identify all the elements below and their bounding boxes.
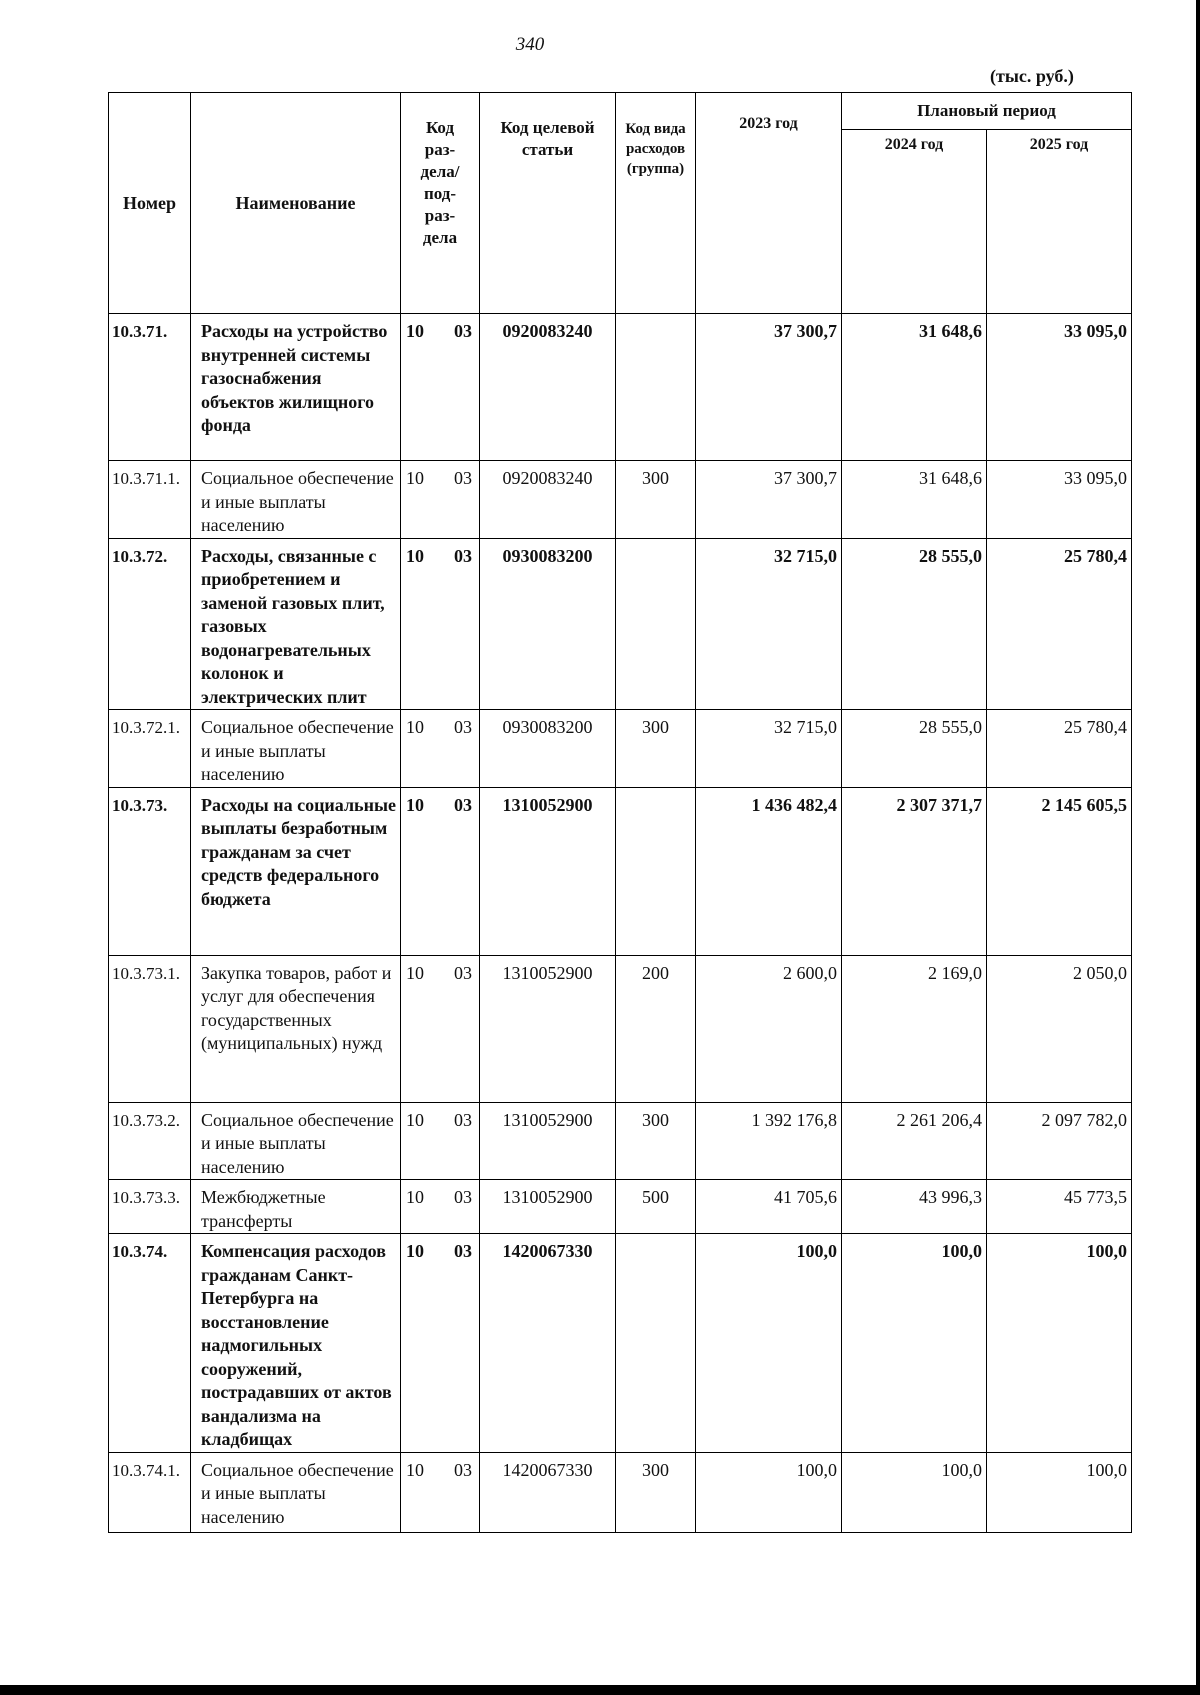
row-target-code: 1310052900 [480, 1180, 616, 1234]
row-expense-group: 300 [616, 1452, 696, 1532]
row-subsection-code: 03 [454, 545, 472, 566]
row-amount-2024: 2 307 371,7 [842, 787, 987, 955]
row-section-code: 10 [406, 545, 424, 566]
table-row [109, 1234, 1132, 1453]
row-subsection-code: 03 [454, 1459, 472, 1480]
row-amount-2024: 2 169,0 [842, 955, 987, 1102]
scan-edge-right [1196, 0, 1200, 1695]
row-section [401, 1180, 480, 1234]
row-subsection-code: 03 [454, 1187, 472, 1207]
table-row [109, 787, 1132, 955]
row-name: Расходы на устройство внутренней системы газоснабжения объектов жилищного фонда [191, 314, 401, 461]
row-target-code: 0920083240 [480, 314, 616, 461]
row-subsection-code: 03 [454, 321, 472, 341]
row-number: 10.3.73.2. [109, 1102, 191, 1180]
table-row [109, 1452, 1132, 1532]
row-expense-group: 200 [616, 955, 696, 1102]
row-target-code: 1420067330 [480, 1234, 616, 1453]
row-amount-2023: 37 300,7 [696, 461, 842, 539]
row-amount-2024: 2 261 206,4 [842, 1102, 987, 1180]
row-section-code: 10 [406, 1241, 424, 1261]
row-amount-2023: 37 300,7 [696, 314, 842, 461]
row-section [401, 1452, 480, 1532]
row-name: Расходы, связанные с приобретением и заменой газовых плит, газовых водонагревательных колонок и электрических плит [191, 538, 401, 710]
header-2023: 2023 год [696, 93, 842, 314]
row-amount-2025: 45 773,5 [987, 1180, 1132, 1234]
row-name: Расходы на социальные выплаты безработным гражданам за счет средств федерального бюджета [191, 787, 401, 955]
row-expense-group: 300 [616, 461, 696, 539]
row-section-code: 10 [406, 1459, 424, 1480]
row-amount-2024: 28 555,0 [842, 538, 987, 710]
row-section-code: 10 [406, 321, 424, 341]
row-subsection-code: 03 [454, 1241, 472, 1261]
row-amount-2024: 43 996,3 [842, 1180, 987, 1234]
row-expense-group [616, 1234, 696, 1453]
row-section-code: 10 [406, 1109, 424, 1130]
table-body [109, 314, 1132, 1533]
header-section-code-text: Код раз-дела/ под-раз-дела [420, 118, 460, 247]
row-amount-2024: 100,0 [842, 1452, 987, 1532]
row-amount-2025: 2 050,0 [987, 955, 1132, 1102]
row-subsection-code: 03 [454, 717, 472, 737]
row-amount-2024: 31 648,6 [842, 461, 987, 539]
row-name: Социальное обеспечение и иные выплаты населению [191, 1452, 401, 1532]
row-section [401, 710, 480, 788]
row-section-code: 10 [406, 1187, 424, 1207]
header-2025: 2025 год [987, 130, 1132, 314]
row-number: 10.3.74. [109, 1234, 191, 1453]
row-amount-2023: 1 436 482,4 [696, 787, 842, 955]
row-number: 10.3.73. [109, 787, 191, 955]
row-amount-2025: 2 145 605,5 [987, 787, 1132, 955]
row-section-code: 10 [406, 717, 424, 737]
row-number: 10.3.72.1. [109, 710, 191, 788]
table-row [109, 538, 1132, 710]
row-target-code: 1310052900 [480, 955, 616, 1102]
row-number: 10.3.74.1. [109, 1452, 191, 1532]
table-row [109, 1180, 1132, 1234]
row-name: Межбюджетные трансферты [191, 1180, 401, 1234]
row-amount-2025: 25 780,4 [987, 710, 1132, 788]
row-amount-2025: 100,0 [987, 1452, 1132, 1532]
row-section-code: 10 [406, 794, 424, 815]
row-amount-2023: 1 392 176,8 [696, 1102, 842, 1180]
header-target-code-text: Код целевой статьи [500, 118, 595, 159]
row-amount-2023: 2 600,0 [696, 955, 842, 1102]
row-section [401, 538, 480, 710]
row-amount-2025: 33 095,0 [987, 314, 1132, 461]
row-amount-2025: 100,0 [987, 1234, 1132, 1453]
table-row [109, 955, 1132, 1102]
row-amount-2023: 100,0 [696, 1452, 842, 1532]
row-name: Закупка товаров, работ и услуг для обеспечения государственных (муниципальных) нужд [191, 955, 401, 1102]
row-subsection-code: 03 [454, 1109, 472, 1130]
row-target-code: 1310052900 [480, 1102, 616, 1180]
row-section [401, 461, 480, 539]
row-section-code: 10 [406, 468, 424, 488]
row-subsection-code: 03 [454, 794, 472, 815]
table-row [109, 1102, 1132, 1180]
row-subsection-code: 03 [454, 468, 472, 488]
header-2024: 2024 год [842, 130, 987, 314]
row-number: 10.3.71. [109, 314, 191, 461]
row-expense-group [616, 538, 696, 710]
row-target-code: 0930083200 [480, 538, 616, 710]
row-expense-group: 500 [616, 1180, 696, 1234]
row-name: Социальное обеспечение и иные выплаты населению [191, 1102, 401, 1180]
row-number: 10.3.73.3. [109, 1180, 191, 1234]
table-row [109, 461, 1132, 539]
budget-table [108, 92, 1132, 1533]
row-amount-2025: 33 095,0 [987, 461, 1132, 539]
row-section [401, 314, 480, 461]
table-header [109, 93, 1132, 314]
row-number: 10.3.71.1. [109, 461, 191, 539]
row-amount-2025: 2 097 782,0 [987, 1102, 1132, 1180]
row-expense-group [616, 787, 696, 955]
header-name: Наименование [191, 93, 401, 314]
row-number: 10.3.72. [109, 538, 191, 710]
row-target-code: 0930083200 [480, 710, 616, 788]
row-target-code: 1420067330 [480, 1452, 616, 1532]
row-section-code: 10 [406, 962, 424, 983]
row-target-code: 0920083240 [480, 461, 616, 539]
row-amount-2025: 25 780,4 [987, 538, 1132, 710]
row-amount-2023: 32 715,0 [696, 710, 842, 788]
header-section-code [401, 93, 480, 314]
row-amount-2024: 100,0 [842, 1234, 987, 1453]
row-expense-group: 300 [616, 1102, 696, 1180]
row-section [401, 955, 480, 1102]
row-amount-2023: 100,0 [696, 1234, 842, 1453]
row-name: Социальное обеспечение и иные выплаты населению [191, 461, 401, 539]
row-expense-group: 300 [616, 710, 696, 788]
row-amount-2024: 28 555,0 [842, 710, 987, 788]
row-section [401, 787, 480, 955]
row-name: Социальное обеспечение и иные выплаты населению [191, 710, 401, 788]
header-number: Номер [109, 93, 191, 314]
row-expense-group [616, 314, 696, 461]
scan-edge-bottom [0, 1685, 1200, 1695]
table-row [109, 314, 1132, 461]
header-expense-type-text: Код вида расходов (группа) [625, 121, 686, 177]
row-amount-2023: 41 705,6 [696, 1180, 842, 1234]
row-subsection-code: 03 [454, 962, 472, 983]
header-target-code [480, 93, 616, 314]
table-row [109, 710, 1132, 788]
header-planned-period: Плановый период [842, 93, 1132, 130]
row-amount-2024: 31 648,6 [842, 314, 987, 461]
row-section [401, 1234, 480, 1453]
row-amount-2023: 32 715,0 [696, 538, 842, 710]
header-expense-type [616, 93, 696, 314]
row-name: Компенсация расходов гражданам Санкт-Петербурга на восстановление надмогильных сооружений, пострадавших от актов вандализма на кладбищах [191, 1234, 401, 1453]
row-section [401, 1102, 480, 1180]
row-target-code: 1310052900 [480, 787, 616, 955]
row-number: 10.3.73.1. [109, 955, 191, 1102]
page-number: 340 [515, 34, 545, 55]
units-label: (тыс. руб.) [990, 66, 1074, 86]
